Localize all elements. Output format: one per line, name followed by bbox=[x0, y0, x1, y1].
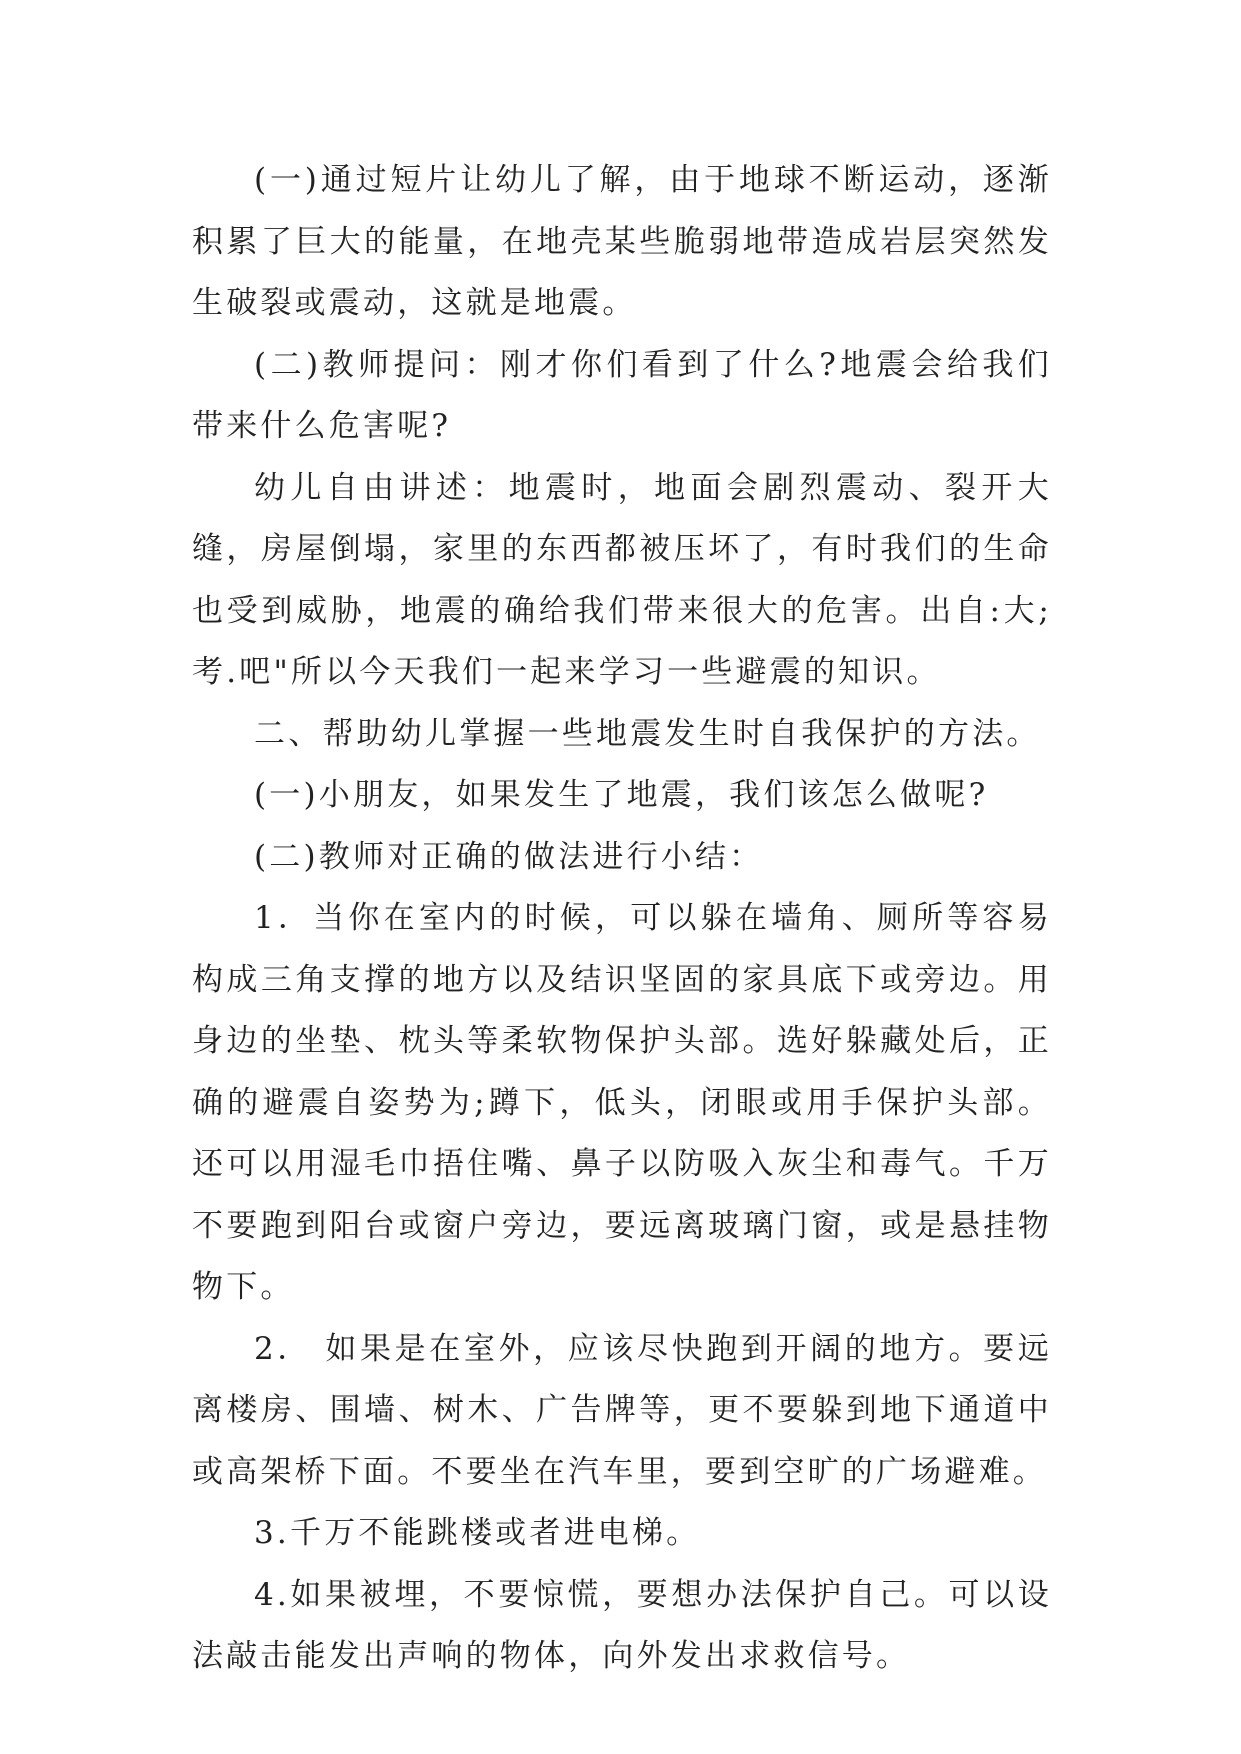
paragraph-children-discussion: 幼儿自由讲述：地震时，地面会剧烈震动、裂开大缝，房屋倒塌，家里的东西都被压坏了，有时我们的生命也受到威胁，地震的确给我们带来很大的危害。出自:大;考.吧"所以今天我们一起来学习一些避震的知识。 bbox=[192, 469, 1052, 690]
list-item-indoors: 1．当你在室内的时候，可以躲在墙角、厕所等容易构成三角支撑的地方以及结识坚固的家具底下或旁边。用身边的坐垫、枕头等柔软物保护头部。选好躲藏处后，正确的避震自姿势为;蹲下，低头，闭眼或用手保护头部。还可以用湿毛巾捂住嘴、鼻子以防吸入灰尘和毒气。千万不要跑到阳台或窗户旁边，要远离玻璃门窗，或是悬挂物物下。 bbox=[192, 900, 1052, 1305]
paragraph-teacher-question: (二)教师提问：刚才你们看到了什么?地震会给我们带来什么危害呢? bbox=[192, 346, 1052, 444]
document-body bbox=[192, 150, 1052, 1688]
paragraph-intro-video: (一)通过短片让幼儿了解，由于地球不断运动，逐渐积累了巨大的能量，在地壳某些脆弱地带造成岩层突然发生破裂或震动，这就是地震。 bbox=[192, 162, 1052, 321]
list-item-outdoors: 2． 如果是在室外，应该尽快跑到开阔的地方。要远离楼房、围墙、树木、广告牌等，更不要躲到地下通道中或高架桥下面。不要坐在汽车里，要到空旷的广场避难。 bbox=[192, 1330, 1052, 1490]
paragraph-teacher-summary: (二)教师对正确的做法进行小结： bbox=[254, 838, 764, 875]
paragraph-what-to-do: (一)小朋友，如果发生了地震，我们该怎么做呢? bbox=[254, 777, 989, 813]
list-item-if-buried: 4.如果被埋，不要惊慌，要想办法保护自己。可以设法敲击能发出声响的物体，向外发出求救信号。 bbox=[192, 1576, 1052, 1674]
list-item-no-jumping: 3.千万不能跳楼或者进电梯。 bbox=[254, 1515, 701, 1551]
section-heading-self-protection: 二、帮助幼儿掌握一些地震发生时自我保护的方法。 bbox=[254, 715, 1041, 752]
